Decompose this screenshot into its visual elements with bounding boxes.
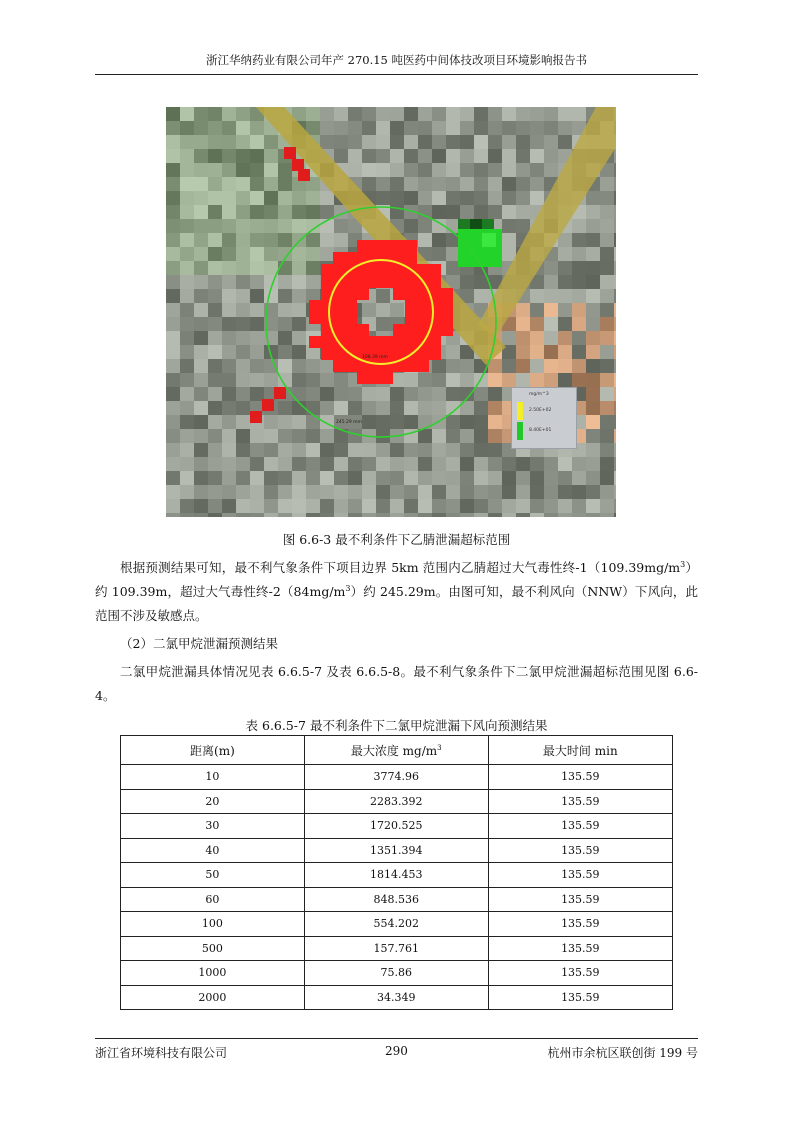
cell-concentration: 1351.394 xyxy=(304,838,488,863)
cell-time: 135.59 xyxy=(488,789,672,814)
cell-time: 135.59 xyxy=(488,814,672,839)
legend-swatch xyxy=(517,402,523,420)
table-title: 表 6.6.5-7 最不利条件下二氯甲烷泄漏下风向预测结果 xyxy=(245,718,548,733)
superscript: 3 xyxy=(680,559,686,569)
para-text: ）约 109.39m，超过大气毒性终-2（84mg/m xyxy=(95,560,698,599)
para-text: 根据预测结果可知，最不利气象条件下项目边界 5km 范围内乙腈超过大气毒性终-1（109.39mg/m xyxy=(120,560,681,575)
inner-ring-label: 108.39 mm xyxy=(362,355,388,360)
prediction-table xyxy=(120,735,673,1010)
cell-distance: 2000 xyxy=(121,985,305,1010)
satellite-background xyxy=(166,107,616,517)
table-row xyxy=(121,985,673,1010)
cell-distance: 50 xyxy=(121,863,305,888)
col-distance: 距离(m) xyxy=(121,736,305,765)
table-row xyxy=(121,789,673,814)
plume-map-figure xyxy=(166,107,616,517)
page-header xyxy=(95,52,698,75)
legend-swatch xyxy=(517,422,523,440)
table-row xyxy=(121,936,673,961)
table-row xyxy=(121,838,673,863)
outer-ring-label: 245.29 mm xyxy=(336,420,362,425)
cell-time: 135.59 xyxy=(488,985,672,1010)
col-max-concentration: 最大浓度 $mg/m^3$ xyxy=(304,736,488,765)
cell-concentration: 157.761 xyxy=(304,936,488,961)
cell-concentration: 554.202 xyxy=(304,912,488,937)
superscript: 3 xyxy=(345,583,351,593)
table-row xyxy=(121,814,673,839)
col-max-time: 最大时间 min xyxy=(488,736,672,765)
cell-time: 135.59 xyxy=(488,912,672,937)
cell-time: 135.59 xyxy=(488,887,672,912)
footer-company: 浙江省环境科技有限公司 xyxy=(95,1046,228,1060)
intro-paragraph: 二氯甲烷泄漏具体情况见表 6.6.5-7 及表 6.6.5-8。最不利气象条件下二氯甲烷泄漏超标范围见图 6.6-4。 xyxy=(95,664,698,703)
legend-item-yellow xyxy=(515,400,573,418)
cell-distance: 30 xyxy=(121,814,305,839)
table-header-row xyxy=(121,736,673,765)
cell-distance: 40 xyxy=(121,838,305,863)
cell-concentration: 75.86 xyxy=(304,961,488,986)
cell-distance: 60 xyxy=(121,887,305,912)
cell-distance: 10 xyxy=(121,765,305,790)
section-heading: （2）二氯甲烷泄漏预测结果 xyxy=(120,636,278,651)
legend-unit: mg/m^3 xyxy=(529,392,549,397)
table-row xyxy=(121,765,673,790)
cell-time: 135.59 xyxy=(488,936,672,961)
cell-concentration: 1814.453 xyxy=(304,863,488,888)
cell-concentration: 848.536 xyxy=(304,887,488,912)
cell-time: 135.59 xyxy=(488,838,672,863)
result-paragraph xyxy=(95,556,698,628)
cell-time: 135.59 xyxy=(488,863,672,888)
para-text: ）约 245.29m。由图可知，最不利风向（NNW）下风向，此范围不涉及敏感点。 xyxy=(95,584,698,623)
cell-distance: 1000 xyxy=(121,961,305,986)
table-row xyxy=(121,887,673,912)
table-row xyxy=(121,961,673,986)
page-footer xyxy=(95,1038,698,1061)
cell-distance: 500 xyxy=(121,936,305,961)
cell-distance: 100 xyxy=(121,912,305,937)
legend-label: 2.50E+02 xyxy=(529,408,552,413)
cell-concentration: 2283.392 xyxy=(304,789,488,814)
cell-concentration: 34.349 xyxy=(304,985,488,1010)
table-row xyxy=(121,912,673,937)
cell-time: 135.59 xyxy=(488,961,672,986)
cell-time: 135.59 xyxy=(488,765,672,790)
legend-item-green xyxy=(515,420,573,438)
figure-caption: 图 6.6-3 最不利条件下乙腈泄漏超标范围 xyxy=(282,532,511,547)
map-svg xyxy=(166,107,616,517)
cell-concentration: 1720.525 xyxy=(304,814,488,839)
footer-address: 杭州市余杭区联创街 199 号 xyxy=(547,1046,698,1060)
table-row xyxy=(121,863,673,888)
legend-label: 8.40E+01 xyxy=(529,428,552,433)
cell-concentration: 3774.96 xyxy=(304,765,488,790)
page-number: 290 xyxy=(385,1044,408,1058)
cell-distance: 20 xyxy=(121,789,305,814)
header-title: 浙江华纳药业有限公司年产 270.15 吨医药中间体技改项目环境影响报告书 xyxy=(205,53,588,67)
map-legend xyxy=(511,387,577,449)
